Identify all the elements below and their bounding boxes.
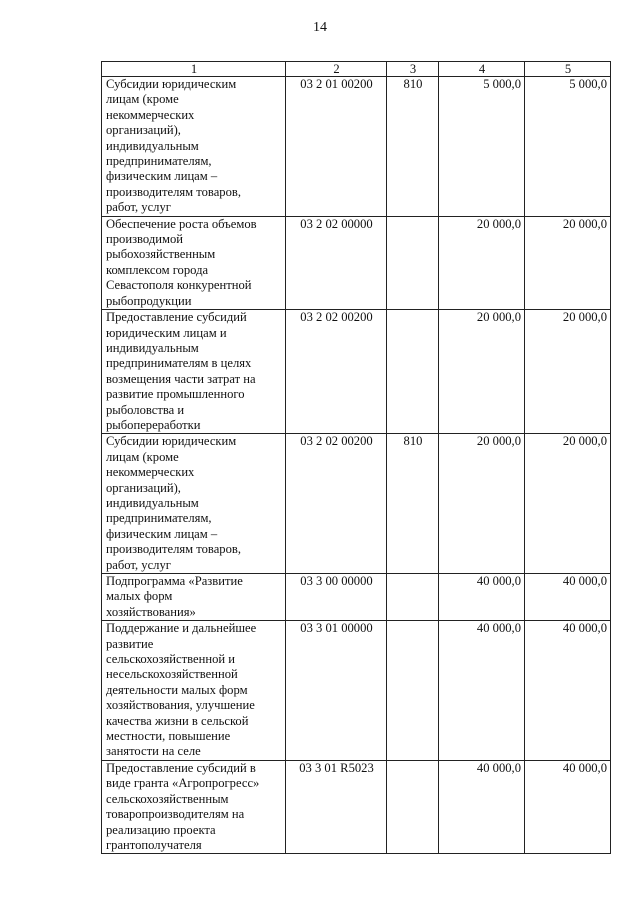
amount-col-4: 20 000,0: [439, 434, 525, 574]
table-row: [102, 216, 611, 309]
item-code: 03 2 02 00000: [286, 216, 387, 309]
amount-col-4: 40 000,0: [439, 574, 525, 621]
column-header-5: 5: [525, 62, 611, 77]
item-code: 03 3 01 00000: [286, 621, 387, 761]
table-row: [102, 77, 611, 217]
amount-col-5: 20 000,0: [525, 310, 611, 434]
table-row: [102, 760, 611, 853]
column-header-1: 1: [102, 62, 286, 77]
amount-col-4: 40 000,0: [439, 760, 525, 853]
column-header-3: 3: [387, 62, 439, 77]
column-header-2: 2: [286, 62, 387, 77]
item-name: Субсидии юридическим лицам (кроме некоммерческих организаций), индивидуальным предпринимателям, физическим лицам – производителям товаров, работ, услуг: [102, 77, 286, 217]
column-header-4: 4: [439, 62, 525, 77]
item-name: Поддержание и дальнейшее развитие сельскохозяйственной и несельскохозяйственной деятельности малых форм хозяйствования, улучшение качества жизни в сельской местности, повышение занятости на селе: [102, 621, 286, 761]
amount-col-4: 20 000,0: [439, 216, 525, 309]
expense-type: 810: [387, 434, 439, 574]
header-row: [102, 62, 611, 77]
expense-type: [387, 574, 439, 621]
item-code: 03 3 01 R5023: [286, 760, 387, 853]
table-row: [102, 574, 611, 621]
expense-type: [387, 310, 439, 434]
item-name: Подпрограмма «Развитие малых форм хозяйствования»: [102, 574, 286, 621]
expense-type: [387, 621, 439, 761]
budget-table: [101, 61, 611, 854]
item-code: 03 2 02 00200: [286, 310, 387, 434]
amount-col-5: 40 000,0: [525, 760, 611, 853]
expense-type: [387, 216, 439, 309]
expense-type: 810: [387, 77, 439, 217]
amount-col-5: 20 000,0: [525, 434, 611, 574]
item-name: Обеспечение роста объемов производимой рыбохозяйственным комплексом города Севастополя конкурентной рыбопродукции: [102, 216, 286, 309]
item-code: 03 3 00 00000: [286, 574, 387, 621]
item-name: Предоставление субсидий в виде гранта «Агропрогресс» сельскохозяйственным товаропроизводителям на реализацию проекта грантополучателя: [102, 760, 286, 853]
table-row: [102, 434, 611, 574]
amount-col-5: 20 000,0: [525, 216, 611, 309]
item-code: 03 2 02 00200: [286, 434, 387, 574]
item-code: 03 2 01 00200: [286, 77, 387, 217]
amount-col-4: 20 000,0: [439, 310, 525, 434]
page-number: 14: [313, 20, 327, 35]
amount-col-5: 5 000,0: [525, 77, 611, 217]
amount-col-4: 40 000,0: [439, 621, 525, 761]
amount-col-5: 40 000,0: [525, 574, 611, 621]
amount-col-5: 40 000,0: [525, 621, 611, 761]
table-row: [102, 621, 611, 761]
item-name: Субсидии юридическим лицам (кроме некоммерческих организаций), индивидуальным предпринимателям, физическим лицам – производителям товаров, работ, услуг: [102, 434, 286, 574]
amount-col-4: 5 000,0: [439, 77, 525, 217]
expense-type: [387, 760, 439, 853]
item-name: Предоставление субсидий юридическим лицам и индивидуальным предпринимателям в целях возмещения части затрат на развитие промышленного рыболовства и рыбопереработки: [102, 310, 286, 434]
table-row: [102, 310, 611, 434]
